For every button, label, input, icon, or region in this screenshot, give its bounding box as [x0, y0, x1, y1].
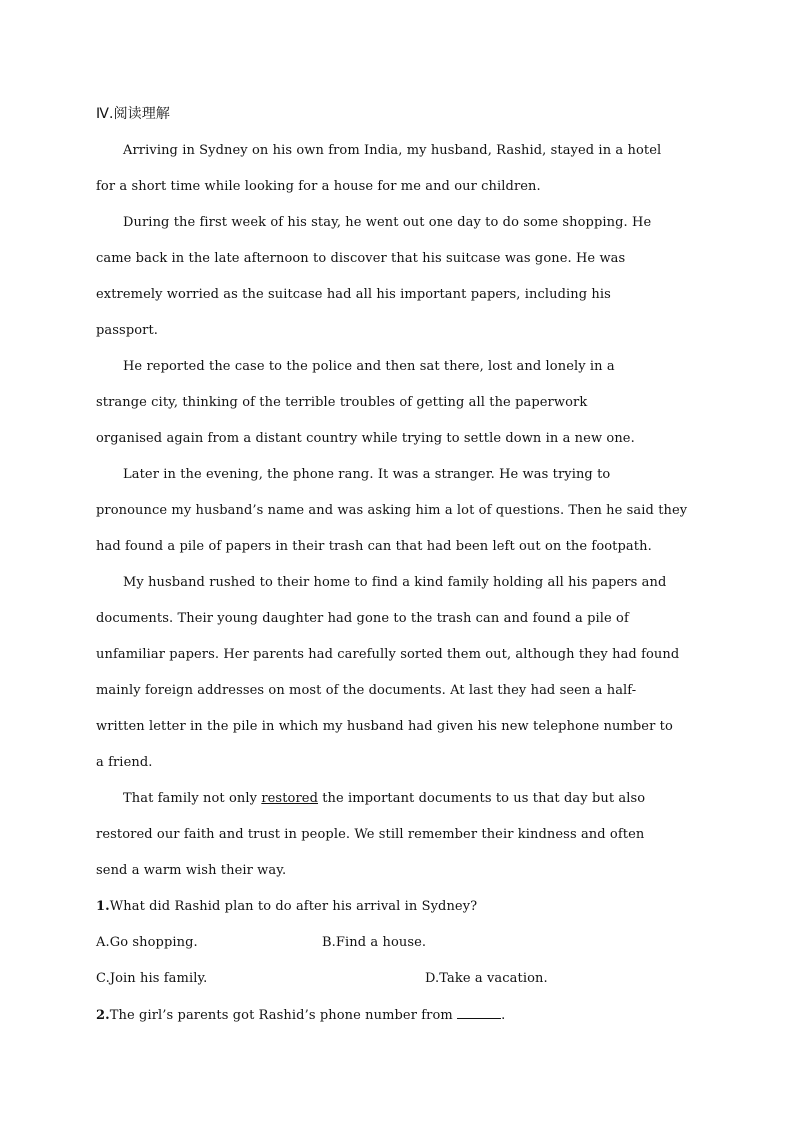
passage-line: strange city, thinking of the terrible troubles of getting all the paperwork	[96, 395, 588, 410]
passage-line: had found a pile of papers in their trash can that had been left out on the footpath.	[96, 539, 652, 554]
option-d: D.Take a vacation.	[425, 971, 548, 986]
passage-line	[123, 790, 733, 808]
passage-line: written letter in the pile in which my husband had given his new telephone number to	[96, 719, 673, 734]
passage-line: During the first week of his stay, he went out one day to do some shopping. He	[123, 215, 652, 230]
passage-line: passport.	[96, 323, 159, 338]
question-2	[96, 1006, 706, 1025]
question-text: .	[501, 1008, 506, 1023]
passage-line: send a warm wish their way.	[96, 863, 287, 878]
passage-line: for a short time while looking for a house for me and our children.	[96, 179, 541, 194]
question-text: The girl’s parents got Rashid’s phone number from	[109, 1008, 458, 1023]
passage-line: Later in the evening, the phone rang. It was a stranger. He was trying to	[123, 467, 611, 482]
passage-line: pronounce my husband’s name and was asking him a lot of questions. Then he said they	[96, 503, 688, 518]
passage-line: restored our faith and trust in people. We still remember their kindness and often	[96, 827, 645, 842]
option-a: A.Go shopping.	[96, 935, 198, 950]
passage-line: organised again from a distant country while trying to settle down in a new one.	[96, 431, 635, 446]
question-1	[96, 898, 706, 916]
passage-line: mainly foreign addresses on most of the documents. At last they had seen a half-	[96, 683, 637, 698]
passage-line: unfamiliar papers. Her parents had carefully sorted them out, although they had found	[96, 647, 680, 662]
passage-line: documents. Their young daughter had gone to the trash can and found a pile of	[96, 611, 629, 626]
passage-line: extremely worried as the suitcase had all his important papers, including his	[96, 287, 611, 302]
passage-line: a friend.	[96, 755, 153, 770]
option-c: C.Join his family.	[96, 971, 208, 986]
section-heading: Ⅳ.阅读理解	[96, 106, 170, 122]
passage-text: the important documents to us that day but also	[318, 791, 646, 806]
question-number: 1.	[96, 899, 110, 914]
passage-text: That family not only	[123, 791, 262, 806]
option-b: B.Find a house.	[322, 935, 427, 950]
answer-blank	[457, 1006, 501, 1019]
underlined-word: restored	[261, 791, 318, 806]
passage-line: Arriving in Sydney on his own from India, my husband, Rashid, stayed in a hotel	[123, 143, 662, 158]
passage-line: He reported the case to the police and then sat there, lost and lonely in a	[123, 359, 615, 374]
question-text: What did Rashid plan to do after his arrival in Sydney?	[109, 899, 478, 914]
passage-line: My husband rushed to their home to find a kind family holding all his papers and	[123, 575, 667, 590]
question-number: 2.	[96, 1008, 110, 1023]
passage-line: came back in the late afternoon to discover that his suitcase was gone. He was	[96, 251, 626, 266]
